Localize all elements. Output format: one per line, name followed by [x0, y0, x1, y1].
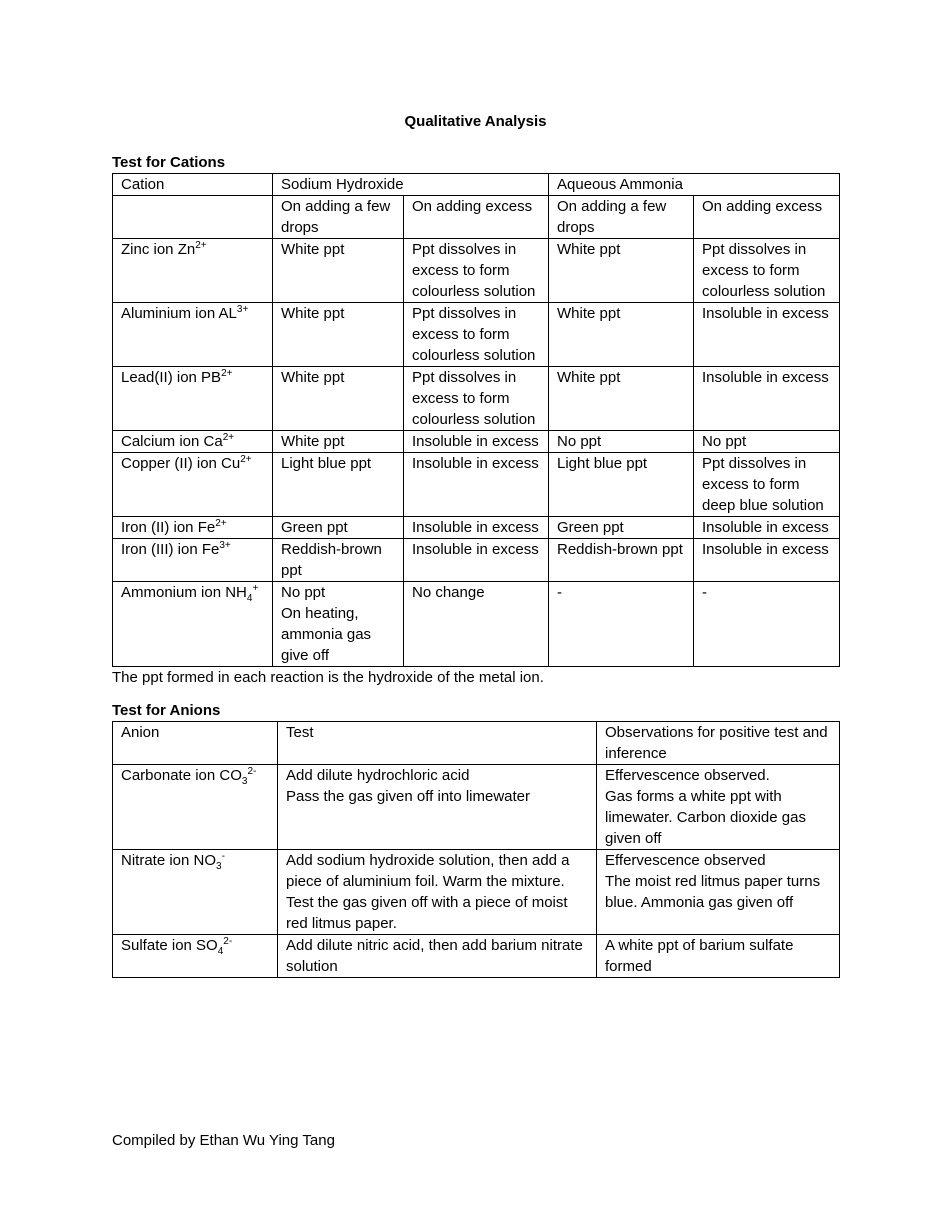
- cation-row: [113, 239, 840, 303]
- cations-note: The ppt formed in each reaction is the hydroxide of the metal ion.: [112, 669, 544, 686]
- naoh-excess-cell-line: Insoluble in excess: [412, 455, 539, 472]
- anion-observation-cell: [597, 850, 840, 935]
- nh3-excess-cell: [694, 453, 840, 517]
- naoh-excess-cell-line: Ppt dissolves in excess to form colourless solution: [412, 241, 536, 300]
- ion-name: Copper (II) ion Cu: [121, 455, 241, 472]
- document-page: [112, 111, 839, 978]
- naoh-few-cell-line: Light blue ppt: [281, 455, 372, 472]
- cations-heading: Test for Cations: [112, 154, 226, 171]
- header-naoh-few: On adding a few drops: [273, 196, 404, 239]
- cations-subheader-row: [113, 196, 840, 239]
- anion-name-cell: [113, 850, 278, 935]
- naoh-excess-cell: [404, 517, 549, 539]
- footer-credit: Compiled by Ethan Wu Ying Tang: [112, 1132, 335, 1149]
- nh3-excess-cell: [694, 431, 840, 453]
- nh3-excess-cell: [694, 303, 840, 367]
- nh3-excess-cell-line: No ppt: [702, 433, 747, 450]
- cation-name-cell: [113, 539, 273, 582]
- header-nh3-excess: On adding excess: [694, 196, 840, 239]
- cation-row: [113, 517, 840, 539]
- ion-name: Iron (III) ion Fe: [121, 541, 220, 558]
- naoh-excess-cell-line: Insoluble in excess: [412, 519, 539, 536]
- naoh-excess-cell: [404, 431, 549, 453]
- naoh-excess-cell: [404, 539, 549, 582]
- cation-name-cell: [113, 582, 273, 667]
- nh3-excess-cell-line: Insoluble in excess: [702, 541, 829, 558]
- naoh-few-cell: [273, 303, 404, 367]
- header-blank: [113, 196, 273, 239]
- ion-charge: 2+: [221, 368, 233, 379]
- nh3-excess-cell: [694, 517, 840, 539]
- nh3-few-cell-line: No ppt: [557, 433, 602, 450]
- cation-name-cell: [113, 431, 273, 453]
- cation-row: [113, 539, 840, 582]
- ion-charge: 2-: [223, 936, 233, 947]
- header-naoh-excess: On adding excess: [404, 196, 549, 239]
- nh3-few-cell-line: Light blue ppt: [557, 455, 648, 472]
- ion-charge: +: [252, 583, 259, 594]
- anion-test-cell: [278, 765, 597, 850]
- naoh-excess-cell-line: Ppt dissolves in excess to form colourless solution: [412, 305, 536, 364]
- naoh-few-cell-line: On heating, ammonia gas give off: [281, 605, 372, 664]
- anion-row: [113, 935, 840, 978]
- nh3-few-cell-line: -: [557, 584, 562, 601]
- ion-name: Sulfate ion SO: [121, 937, 218, 954]
- ion-name: Carbonate ion CO: [121, 767, 242, 784]
- header-test: Test: [278, 722, 597, 765]
- nh3-few-cell: [549, 303, 694, 367]
- header-anion: Anion: [113, 722, 278, 765]
- naoh-few-cell-line: White ppt: [281, 369, 345, 386]
- nh3-excess-cell: [694, 239, 840, 303]
- nh3-excess-cell-line: Ppt dissolves in excess to form colourless solution: [702, 241, 826, 300]
- nh3-excess-cell: [694, 367, 840, 431]
- nh3-few-cell-line: White ppt: [557, 369, 621, 386]
- ion-charge: -: [221, 851, 225, 862]
- nh3-excess-cell-line: Insoluble in excess: [702, 519, 829, 536]
- naoh-few-cell-line: No ppt: [281, 584, 326, 601]
- cation-row: [113, 367, 840, 431]
- ion-name: Lead(II) ion PB: [121, 369, 222, 386]
- cation-row: [113, 453, 840, 517]
- nh3-excess-cell: [694, 539, 840, 582]
- anion-observation-cell-line: A white ppt of barium sulfate formed: [605, 937, 794, 975]
- naoh-few-cell-line: White ppt: [281, 433, 345, 450]
- naoh-few-cell-line: White ppt: [281, 305, 345, 322]
- ion-name: Ammonium ion NH: [121, 584, 247, 601]
- ion-subscript: 4: [246, 593, 253, 604]
- anion-test-cell-line: Pass the gas given off into limewater: [286, 788, 531, 805]
- nh3-few-cell: [549, 539, 694, 582]
- nh3-excess-cell-line: Insoluble in excess: [702, 369, 829, 386]
- naoh-excess-cell: [404, 453, 549, 517]
- anion-row: [113, 765, 840, 850]
- page-title: Qualitative Analysis: [404, 113, 547, 130]
- naoh-excess-cell: [404, 367, 549, 431]
- ion-subscript: 4: [217, 946, 224, 957]
- naoh-few-cell-line: Green ppt: [281, 519, 348, 536]
- naoh-few-cell-line: Reddish-brown ppt: [281, 541, 382, 579]
- ion-charge: 2+: [195, 240, 207, 251]
- anion-test-cell: [278, 935, 597, 978]
- ion-charge: 2+: [222, 432, 235, 443]
- anion-row: [113, 850, 840, 935]
- naoh-few-cell: [273, 517, 404, 539]
- naoh-excess-cell-line: Insoluble in excess: [412, 541, 539, 558]
- nh3-excess-cell: [694, 582, 840, 667]
- naoh-few-cell: [273, 367, 404, 431]
- anion-name-cell: [113, 765, 278, 850]
- nh3-few-cell: [549, 431, 694, 453]
- anion-test-cell-line: Add dilute nitric acid, then add barium nitrate solution: [286, 937, 583, 975]
- naoh-few-cell-line: White ppt: [281, 241, 345, 258]
- nh3-few-cell-line: Reddish-brown ppt: [557, 541, 683, 558]
- naoh-few-cell: [273, 431, 404, 453]
- anion-test-cell: [278, 850, 597, 935]
- cation-row: [113, 431, 840, 453]
- ion-name: Iron (II) ion Fe: [121, 519, 216, 536]
- naoh-excess-cell-line: No change: [412, 584, 485, 601]
- header-cation: Cation: [113, 174, 273, 196]
- nh3-few-cell: [549, 453, 694, 517]
- cation-name-cell: [113, 239, 273, 303]
- naoh-few-cell: [273, 239, 404, 303]
- cation-row: [113, 303, 840, 367]
- nh3-few-cell: [549, 367, 694, 431]
- nh3-excess-cell-line: -: [702, 584, 707, 601]
- ion-charge: 3+: [219, 540, 231, 551]
- nh3-few-cell-line: White ppt: [557, 305, 621, 322]
- cation-name-cell: [113, 303, 273, 367]
- anions-heading: Test for Anions: [112, 702, 221, 719]
- ion-name: Aluminium ion AL: [121, 305, 237, 322]
- anion-observation-cell-line: Effervescence observed.: [605, 767, 770, 784]
- ion-subscript: 3: [241, 776, 248, 787]
- cations-table: [112, 173, 840, 667]
- nh3-excess-cell-line: Ppt dissolves in excess to form deep blue solution: [702, 455, 824, 514]
- anions-table: [112, 721, 840, 978]
- naoh-excess-cell: [404, 582, 549, 667]
- anion-observation-cell-line: Effervescence observed: [605, 852, 766, 869]
- ion-name: Nitrate ion NO: [121, 852, 217, 869]
- header-sodium-hydroxide: Sodium Hydroxide: [273, 174, 549, 196]
- header-aqueous-ammonia: Aqueous Ammonia: [549, 174, 840, 196]
- header-nh3-few: On adding a few drops: [549, 196, 694, 239]
- naoh-few-cell: [273, 453, 404, 517]
- cation-row: [113, 582, 840, 667]
- ion-charge: 2+: [240, 454, 252, 465]
- naoh-excess-cell-line: Ppt dissolves in excess to form colourless solution: [412, 369, 536, 428]
- anion-observation-cell-line: Gas forms a white ppt with limewater. Carbon dioxide gas given off: [605, 788, 806, 847]
- naoh-excess-cell-line: Insoluble in excess: [412, 433, 539, 450]
- ion-name: Calcium ion Ca: [121, 433, 223, 450]
- cation-name-cell: [113, 367, 273, 431]
- anion-name-cell: [113, 935, 278, 978]
- anion-test-cell-line: Add dilute hydrochloric acid: [286, 767, 470, 784]
- cations-header-row: [113, 174, 840, 196]
- anion-observation-cell: [597, 765, 840, 850]
- naoh-excess-cell: [404, 303, 549, 367]
- nh3-few-cell-line: Green ppt: [557, 519, 624, 536]
- naoh-excess-cell: [404, 239, 549, 303]
- ion-charge: 2+: [215, 518, 227, 529]
- naoh-few-cell: [273, 539, 404, 582]
- naoh-few-cell: [273, 582, 404, 667]
- anion-observation-cell-line: The moist red litmus paper turns blue. Ammonia gas given off: [605, 873, 821, 911]
- ion-subscript: 3: [216, 861, 222, 872]
- nh3-few-cell-line: White ppt: [557, 241, 621, 258]
- ion-name: Zinc ion Zn: [121, 241, 196, 258]
- nh3-few-cell: [549, 517, 694, 539]
- anion-test-cell-line: Add sodium hydroxide solution, then add a piece of aluminium foil. Warm the mixture. Test the gas given off with a piece of moist red litmus paper.: [286, 852, 570, 932]
- nh3-excess-cell-line: Insoluble in excess: [702, 305, 829, 322]
- header-observations: Observations for positive test and inference: [597, 722, 840, 765]
- cation-name-cell: [113, 453, 273, 517]
- anion-observation-cell: [597, 935, 840, 978]
- ion-charge: 3+: [236, 304, 249, 315]
- nh3-few-cell: [549, 239, 694, 303]
- nh3-few-cell: [549, 582, 694, 667]
- cation-name-cell: [113, 517, 273, 539]
- ion-charge: 2-: [247, 766, 257, 777]
- anions-header-row: [113, 722, 840, 765]
